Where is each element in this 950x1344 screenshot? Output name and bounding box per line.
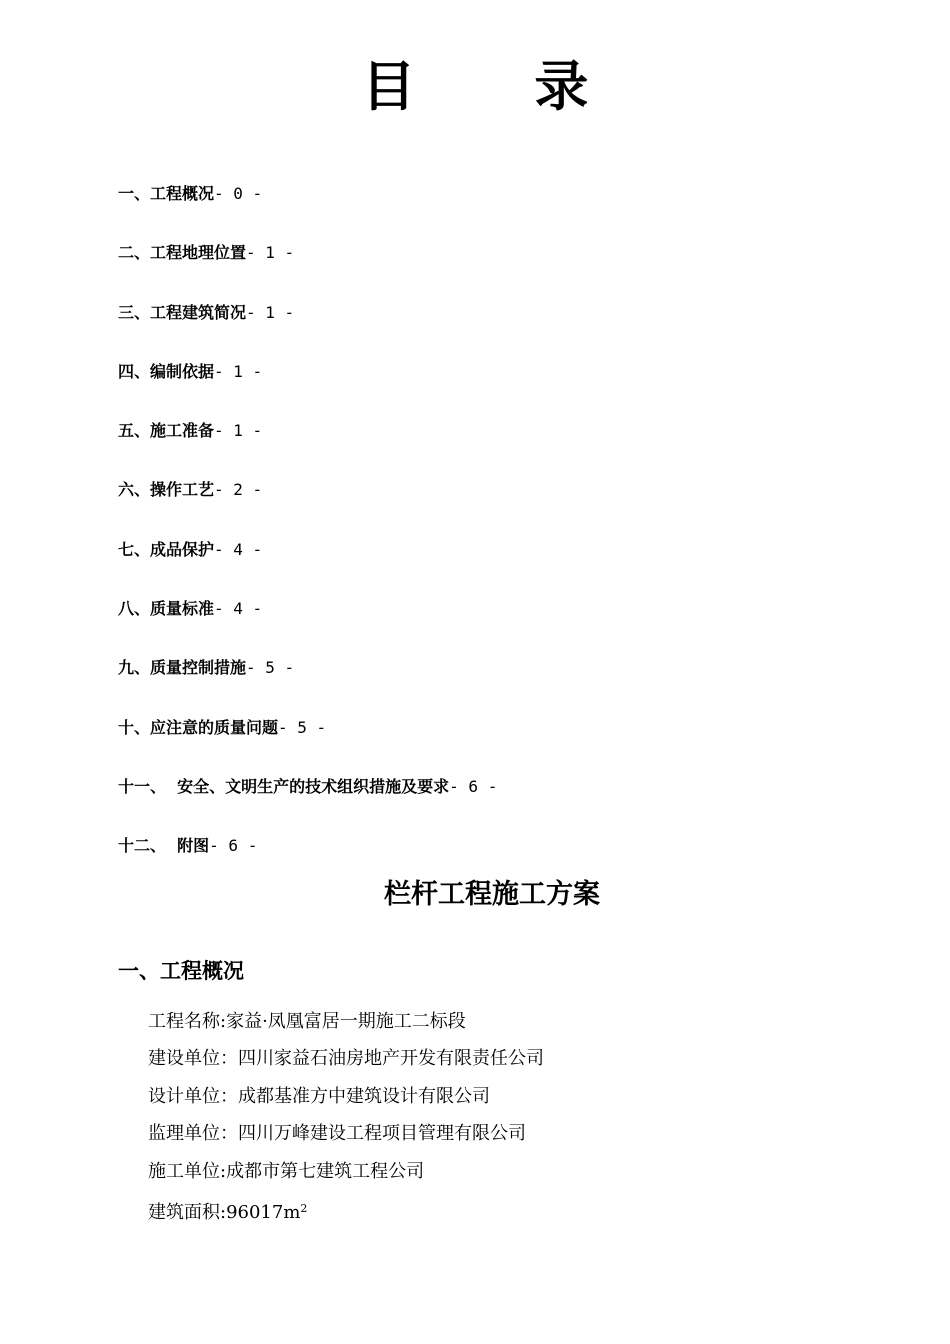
toc-item[interactable] [118, 241, 497, 300]
info-row [148, 1118, 544, 1155]
toc-item-page: - 6 - [209, 836, 258, 856]
info-row [148, 1043, 544, 1080]
toc-item[interactable] [118, 775, 497, 834]
info-row [148, 1006, 544, 1043]
toc-item-page: - 5 - [246, 658, 295, 678]
toc-item-page: - 1 - [214, 421, 263, 441]
toc-item[interactable] [118, 301, 497, 360]
document-title: 栏杆工程施工方案 [384, 879, 600, 910]
info-value: 成都市第七建筑工程公司 [226, 1160, 425, 1182]
info-label: 建设单位： [148, 1048, 238, 1070]
toc-item-label: 十一、 安全、文明生产的技术组织措施及要求 [118, 776, 450, 796]
info-label: 施工单位: [148, 1160, 227, 1182]
toc-item-page: - 2 - [214, 480, 263, 500]
toc-item[interactable] [118, 656, 497, 715]
toc-item-label: 十二、 附图 [118, 836, 210, 856]
info-row [148, 1081, 544, 1118]
toc-item[interactable] [118, 360, 497, 419]
toc-item[interactable] [118, 182, 497, 241]
info-row [148, 1193, 544, 1230]
toc-item[interactable] [118, 419, 497, 478]
toc-item-page: - 6 - [449, 776, 498, 796]
toc-item[interactable] [118, 478, 497, 537]
toc-item-label: 四、编制依据 [118, 361, 215, 381]
toc-item-label: 三、工程建筑简况 [118, 302, 247, 322]
info-label: 设计单位： [148, 1085, 238, 1107]
info-value: 成都基准方中建筑设计有限公司 [238, 1085, 490, 1107]
toc-item-label: 一、工程概况 [118, 184, 215, 203]
toc-item-label: 五、施工准备 [118, 421, 215, 441]
table-of-contents [118, 182, 497, 894]
toc-item-label: 十、应注意的质量问题 [118, 717, 279, 737]
info-value: 96017m [226, 1201, 301, 1223]
info-label: 建筑面积: [148, 1201, 227, 1223]
toc-item-page: - 4 - [214, 599, 263, 619]
toc-item[interactable] [118, 716, 497, 775]
toc-item-page: - 0 - [214, 184, 263, 203]
toc-item[interactable] [118, 597, 497, 656]
toc-item-label: 七、成品保护 [118, 539, 215, 559]
toc-item-label: 二、工程地理位置 [118, 243, 247, 263]
toc-item-page: - 5 - [278, 717, 327, 737]
info-value: 四川家益石油房地产开发有限责任公司 [238, 1048, 544, 1070]
toc-item-page: - 1 - [214, 361, 263, 381]
info-row [148, 1156, 544, 1193]
project-info-list [148, 1006, 544, 1230]
toc-item-label: 八、质量标准 [118, 599, 215, 619]
toc-item-label: 六、操作工艺 [118, 480, 215, 500]
toc-item-page: - 1 - [246, 243, 295, 263]
info-value: 家益·凤凰富居一期施工二标段 [226, 1011, 466, 1032]
info-value-superscript: 2 [300, 1201, 308, 1215]
section-heading: 一、工程概况 [118, 959, 244, 983]
toc-item-page: - 4 - [214, 539, 263, 559]
toc-item-label: 九、质量控制措施 [118, 658, 247, 678]
toc-item-page: - 1 - [246, 302, 295, 322]
page-title: 目 录 [361, 55, 639, 118]
toc-item[interactable] [118, 538, 497, 597]
info-label: 工程名称: [148, 1011, 227, 1032]
info-value: 四川万峰建设工程项目管理有限公司 [238, 1123, 526, 1145]
info-label: 监理单位： [148, 1123, 238, 1145]
